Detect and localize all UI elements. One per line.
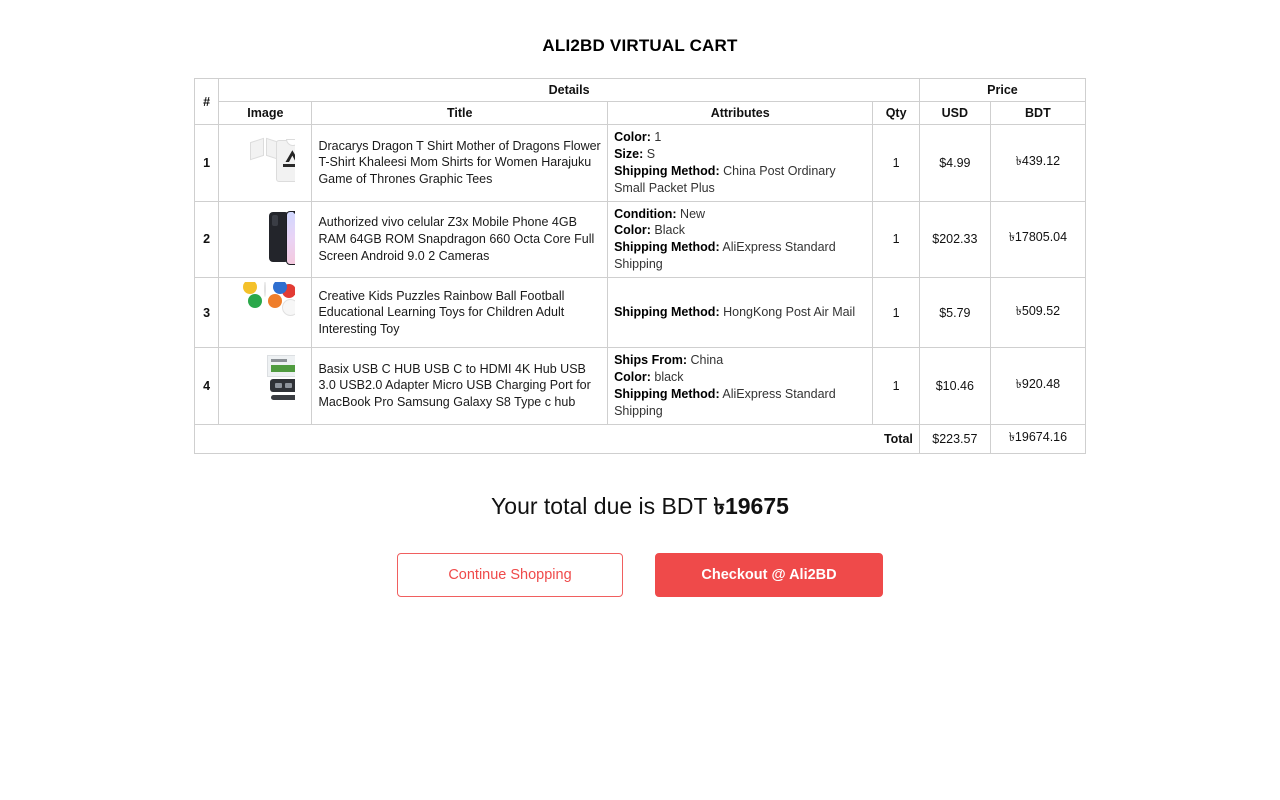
attribute-label: Condition: [614, 206, 677, 221]
attribute-label: Shipping Method: [614, 386, 720, 401]
product-attributes [608, 125, 873, 202]
attribute-label: Ships From: [614, 353, 687, 367]
column-header-usd: USD [919, 102, 990, 125]
row-index: 3 [195, 278, 219, 348]
product-price-usd: $10.46 [919, 348, 990, 425]
action-buttons [0, 553, 1280, 597]
row-index: 2 [195, 201, 219, 278]
product-qty: 1 [873, 125, 920, 202]
attribute-line [614, 146, 866, 163]
attribute-value: Black [654, 223, 685, 238]
attribute-value: black [654, 369, 684, 384]
product-price-bdt: ৳920.48 [990, 348, 1085, 425]
rainbow-ball-toy-thumbnail [235, 282, 295, 340]
column-group-header-price: Price [919, 79, 1085, 102]
product-attributes [608, 201, 873, 278]
attribute-line [614, 304, 866, 321]
table-group-header-row [195, 79, 1086, 102]
product-qty: 1 [873, 278, 920, 348]
product-title: Creative Kids Puzzles Rainbow Ball Football Educational Learning Toys for Children Adult Interesting Toy [312, 278, 608, 348]
row-index: 4 [195, 348, 219, 425]
checkout-button[interactable]: Checkout @ Ali2BD [655, 553, 883, 597]
product-image-cell [219, 348, 312, 425]
column-header-qty: Qty [873, 102, 920, 125]
product-price-usd: $202.33 [919, 201, 990, 278]
table-row [195, 278, 1086, 348]
table-total-row [195, 424, 1086, 453]
product-price-bdt: ৳17805.04 [990, 201, 1085, 278]
cart-table-wrapper [194, 78, 1086, 454]
product-title: Authorized vivo celular Z3x Mobile Phone 4GB RAM 64GB ROM Snapdragon 660 Octa Core Full Screen Android 9.0 2 Cameras [312, 201, 608, 278]
product-price-usd: $5.79 [919, 278, 990, 348]
tshirt-thumbnail [235, 132, 295, 190]
product-image-cell [219, 125, 312, 202]
table-row [195, 125, 1086, 202]
attribute-label: Shipping Method: [614, 163, 720, 178]
total-due-line [0, 488, 1280, 527]
attribute-value: S [646, 146, 656, 161]
attribute-value: China Post Ordinary Small Packet Plus [614, 163, 836, 195]
total-due-amount: ৳19675 [713, 492, 789, 519]
product-attributes [608, 348, 873, 425]
usb-hub-thumbnail [235, 355, 295, 413]
product-price-usd: $4.99 [919, 125, 990, 202]
attribute-line [614, 386, 866, 420]
cart-table [194, 78, 1086, 454]
smartphone-thumbnail [235, 209, 295, 267]
attribute-label: Size: [614, 146, 644, 161]
cart-table-body [195, 125, 1086, 454]
attribute-label: Color: [614, 369, 651, 384]
table-column-header-row [195, 102, 1086, 125]
attribute-label: Color: [614, 130, 651, 144]
attribute-line [614, 222, 866, 239]
page-title: ALI2BD VIRTUAL CART [542, 36, 738, 55]
column-header-attributes: Attributes [608, 102, 873, 125]
cart-table-head [195, 79, 1086, 125]
product-qty: 1 [873, 201, 920, 278]
attribute-line [614, 239, 866, 273]
table-row [195, 201, 1086, 278]
column-header-bdt: BDT [990, 102, 1085, 125]
attribute-value: HongKong Post Air Mail [723, 305, 856, 320]
row-index: 1 [195, 125, 219, 202]
product-price-bdt: ৳439.12 [990, 125, 1085, 202]
product-attributes [608, 278, 873, 348]
total-usd: $223.57 [919, 424, 990, 453]
column-header-image: Image [219, 102, 312, 125]
product-price-bdt: ৳509.52 [990, 278, 1085, 348]
product-image-cell [219, 278, 312, 348]
attribute-line [614, 352, 866, 369]
product-title: Dracarys Dragon T Shirt Mother of Dragons Flower T-Shirt Khaleesi Mom Shirts for Women Harajuku Game of Thrones Graphic Tees [312, 125, 608, 202]
attribute-line [614, 163, 866, 197]
attribute-line [614, 129, 866, 146]
column-header-title: Title [312, 102, 608, 125]
product-title: Basix USB C HUB USB C to HDMI 4K Hub USB 3.0 USB2.0 Adapter Micro USB Charging Port for MacBook Pro Samsung Galaxy S8 Type c hub [312, 348, 608, 425]
attribute-value: AliExpress Standard Shipping [614, 240, 836, 272]
total-due-prefix: Your total due is BDT [491, 492, 714, 519]
product-qty: 1 [873, 348, 920, 425]
attribute-value: New [680, 206, 706, 221]
attribute-label: Shipping Method: [614, 240, 720, 255]
attribute-value: AliExpress Standard Shipping [614, 386, 836, 418]
attribute-label: Color: [614, 223, 651, 238]
column-group-header-details: Details [219, 79, 920, 102]
table-row [195, 348, 1086, 425]
attribute-value: China [690, 353, 724, 367]
product-image-cell [219, 201, 312, 278]
attribute-line [614, 369, 866, 386]
total-bdt: ৳19674.16 [990, 424, 1085, 453]
attribute-value: 1 [654, 130, 662, 144]
column-header-index: # [195, 79, 219, 125]
attribute-label: Shipping Method: [614, 305, 720, 320]
attribute-line [614, 206, 866, 223]
total-label: Total [195, 424, 920, 453]
continue-shopping-button[interactable]: Continue Shopping [397, 553, 623, 597]
